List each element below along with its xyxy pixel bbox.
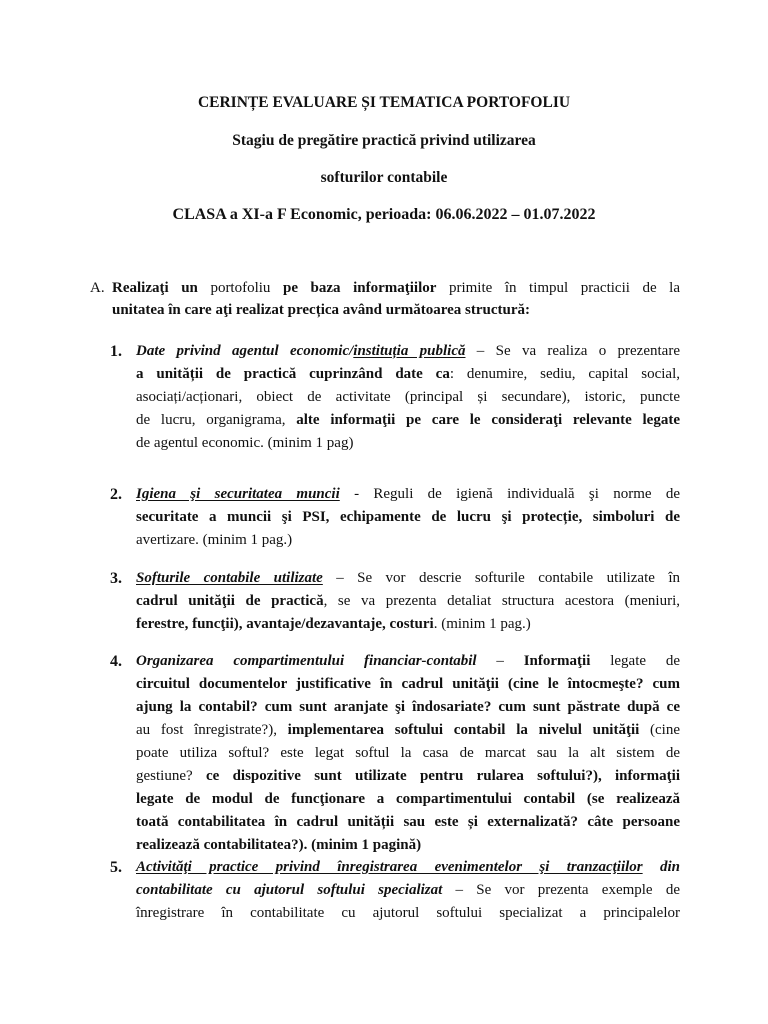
item-number: 2. bbox=[110, 486, 122, 503]
item-line bbox=[136, 567, 680, 590]
item-line: asociați/acționari, obiect de activitate (principal și secundare), istoric, puncte bbox=[136, 389, 680, 405]
item-title: Softurile contabile utilizate bbox=[136, 570, 323, 586]
item-text: . (minim 1 pag.) bbox=[433, 616, 531, 632]
list-item bbox=[110, 567, 680, 636]
intro-line-1 bbox=[112, 277, 680, 299]
item-line bbox=[136, 613, 680, 636]
item-title-continued: contabilitate cu ajutorul softului specializat bbox=[136, 882, 443, 898]
intro-text-1: portofoliu bbox=[197, 280, 283, 296]
item-bold-text: ferestre, funcţii), avantaje/dezavantaje, costuri bbox=[136, 616, 434, 632]
item-text: – Se va realiza o prezentare bbox=[465, 343, 680, 359]
item-line: de agentul economic. (minim 1 pag) bbox=[136, 435, 354, 451]
item-number: 4. bbox=[110, 653, 122, 670]
item-bold-text: cadrul unităţii de practică bbox=[136, 593, 324, 609]
item-bold-text: alte informaţii pe care le consideraţi relevante legate bbox=[296, 412, 680, 428]
item-line bbox=[136, 719, 680, 742]
item-bold-text: Informaţii bbox=[523, 653, 591, 669]
item-title: Activităţi practice privind înregistrarea evenimentelor şi tranzacţiilor bbox=[136, 859, 643, 875]
item-bold-text: a unității de practică cuprinzând date ca bbox=[136, 366, 450, 382]
item-text: – bbox=[476, 653, 524, 669]
item-title: Igiena şi securitatea muncii bbox=[136, 486, 340, 502]
item-bold-text: ce dispozitive sunt utilizate pentru rularea softului?), informaţii bbox=[205, 768, 680, 784]
item-line bbox=[136, 340, 680, 363]
item-title-underlined: instituția publică bbox=[353, 343, 466, 359]
item-line: avertizare. (minim 1 pag.) bbox=[136, 532, 293, 548]
item-number: 3. bbox=[110, 570, 122, 587]
list-item bbox=[110, 483, 680, 552]
item-line bbox=[136, 650, 680, 673]
item-text: gestiune? bbox=[136, 768, 206, 784]
item-line bbox=[136, 590, 680, 613]
item-text: – Se vor descrie softurile contabile utilizate în bbox=[322, 570, 680, 586]
intro-paragraph bbox=[90, 277, 680, 321]
subtitle-line-1: Stagiu de pregătire practică privind utilizarea bbox=[232, 132, 536, 149]
item-line bbox=[136, 879, 680, 902]
item-title: Organizarea compartimentului financiar-contabil bbox=[136, 653, 477, 669]
list-item bbox=[110, 650, 681, 857]
intro-bold-2: pe baza informaţiilor bbox=[282, 280, 437, 296]
intro-line-2: unitatea în care aţi realizat precțica având următoarea structură: bbox=[112, 302, 530, 318]
item-line bbox=[136, 363, 680, 386]
item-line: legate de modul de funcţionare a compartimentului contabil (se realizează bbox=[136, 791, 680, 807]
item-text: : denumire, sediu, capital social, bbox=[449, 366, 680, 382]
item-text: - Reguli de igienă individuală şi norme de bbox=[339, 486, 680, 502]
item-line: circuitul documentelor justificative în cadrul unităţii (cine le întocmeşte? cum bbox=[136, 676, 680, 692]
item-line: poate utiliza softul? este legat softul la casa de marcat sau la alt sistem de bbox=[136, 745, 680, 761]
item-title: Date privind agentul economic/ bbox=[136, 343, 354, 359]
class-period: CLASA a XI-a F Economic, perioada: 06.06.2022 – 01.07.2022 bbox=[172, 206, 596, 223]
item-line: ajung la contabil? cum sunt aranjate şi îndosariate? cum sunt păstrate după ce bbox=[136, 699, 680, 715]
item-text: legate de bbox=[590, 653, 681, 669]
item-line bbox=[136, 409, 680, 432]
item-text: (cine bbox=[639, 722, 681, 738]
intro-label: A. bbox=[90, 280, 105, 296]
item-text: au fost înregistrate?), bbox=[136, 722, 288, 738]
document-title: CERINȚE EVALUARE ȘI TEMATICA PORTOFOLIU bbox=[197, 94, 571, 111]
list-item bbox=[110, 340, 680, 455]
item-line bbox=[136, 856, 680, 879]
item-line bbox=[136, 765, 680, 788]
item-bold-text: implementarea softului contabil la nivelul unităţii bbox=[287, 722, 640, 738]
item-text: de lucru, organigrama, bbox=[136, 412, 297, 428]
item-line bbox=[136, 483, 680, 506]
item-line: înregistrare în contabilitate cu ajutorul softului specializat a principalelor bbox=[136, 905, 680, 921]
item-text: din bbox=[642, 859, 680, 875]
list-item bbox=[110, 856, 680, 925]
item-number: 1. bbox=[110, 343, 122, 360]
item-line: toată contabilitatea în cadrul unității sau este și externalizată? câte persoane bbox=[136, 814, 680, 830]
intro-bold-1: Realizaţi un bbox=[112, 280, 198, 296]
item-text: , se va prezenta detaliat structura acestora (meniuri, bbox=[323, 593, 680, 609]
item-text: – Se vor prezenta exemple de bbox=[442, 882, 680, 898]
subtitle-line-2: softurilor contabile bbox=[320, 169, 448, 186]
item-line: realizează contabilitatea?). (minim 1 pagină) bbox=[136, 837, 422, 853]
item-number: 5. bbox=[110, 859, 122, 876]
item-line: securitate a muncii şi PSI, echipamente de lucru şi protecție, simboluri de bbox=[136, 509, 680, 525]
intro-text-2: primite în timpul practicii de la bbox=[436, 280, 680, 296]
